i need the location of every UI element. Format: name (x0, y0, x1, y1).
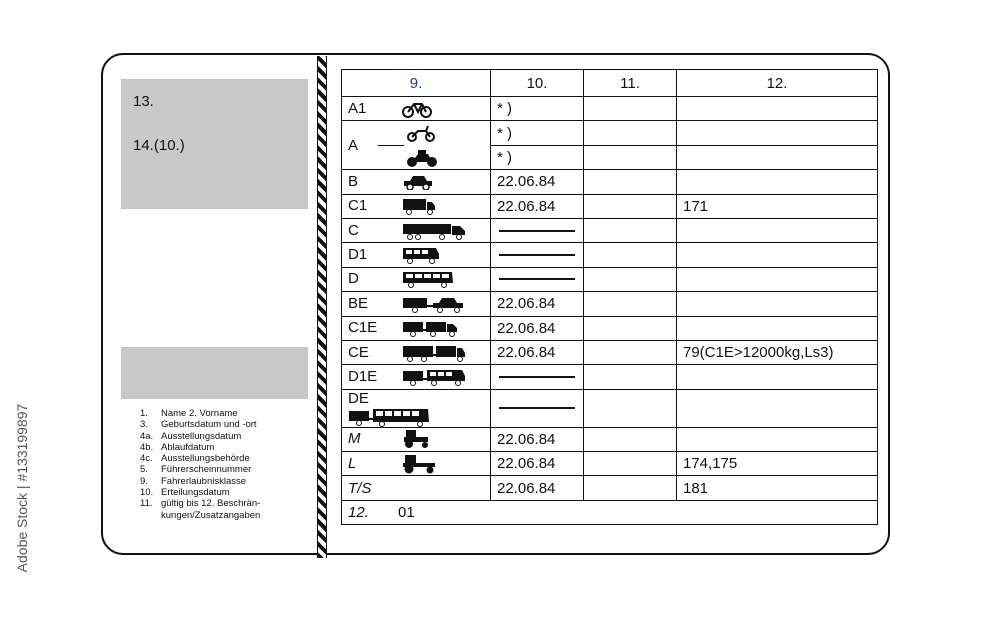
not-issued-dash (499, 230, 575, 232)
not-issued-dash (499, 407, 575, 409)
class-label: B (348, 173, 359, 191)
date-cell (491, 267, 584, 291)
restriction-cell (677, 121, 878, 145)
legend (140, 408, 260, 521)
restriction-cell: 174,175 (677, 452, 878, 476)
legend-item: 1. Name 2. Vorname (140, 408, 238, 419)
table-row (342, 267, 878, 291)
table-row (342, 243, 878, 267)
minibus-trailer-icon (402, 368, 466, 386)
valid-until-cell (584, 340, 677, 364)
date-cell (491, 389, 584, 427)
photo-field (121, 79, 308, 209)
motorcycle-icon (406, 148, 438, 168)
date-cell: 22.06.84 (491, 292, 584, 316)
legend-item: 11. gültig bis 12. Beschrän- (140, 498, 261, 510)
watermark: Adobe Stock | #133199897 (14, 403, 30, 573)
date-cell: 22.06.84 (491, 452, 584, 476)
small-truck-icon (402, 197, 436, 215)
legend-item: 4b. Ablaufdatum (140, 441, 215, 453)
table-row (342, 389, 878, 427)
date-cell: 22.06.84 (491, 476, 584, 500)
not-issued-dash (499, 376, 575, 378)
not-issued-dash (499, 254, 575, 256)
valid-until-cell (584, 476, 677, 500)
legend-item: 10. Erteilungsdatum (140, 487, 230, 499)
tractor-icon (402, 454, 436, 474)
table-row (342, 218, 878, 242)
valid-until-cell (584, 243, 677, 267)
class-label: D (348, 270, 359, 288)
table-row (342, 476, 878, 500)
class-label: C1E (348, 319, 378, 337)
restriction-cell: 79(C1E>12000kg,Ls3) (677, 340, 878, 364)
header-10: 10. (491, 70, 584, 97)
legend-item: kungen/Zusatzangaben (161, 509, 261, 521)
field-13: 13. (133, 93, 154, 110)
valid-until-cell (584, 389, 677, 427)
valid-until-cell (584, 427, 677, 451)
date-cell: 22.06.84 (491, 427, 584, 451)
header-11: 11. (584, 70, 677, 97)
bus-trailer-icon (348, 407, 430, 427)
class-label: A (348, 136, 359, 154)
valid-until-cell (584, 365, 677, 389)
field-14: 14.(10.) (133, 137, 185, 154)
class-label: CE (348, 343, 369, 361)
legend-item: 4a. Ausstellungsdatum (140, 430, 242, 442)
truck-trailer-icon (402, 344, 466, 362)
bus-icon (402, 270, 454, 288)
table-row (342, 452, 878, 476)
class-label: C (348, 221, 359, 239)
table-row (342, 316, 878, 340)
table-row (342, 170, 878, 194)
not-issued-dash (499, 278, 575, 280)
signature-field (121, 347, 308, 399)
date-cell: * ) (491, 97, 584, 121)
moped-icon (406, 124, 436, 142)
class-label: C1 (348, 197, 368, 215)
class-label: D1 (348, 246, 368, 264)
restriction-cell (677, 243, 878, 267)
bicycle-icon (402, 100, 432, 118)
restriction-cell (677, 365, 878, 389)
small-truck-trailer-icon (402, 319, 458, 337)
date-cell (491, 365, 584, 389)
table-row (342, 194, 878, 218)
small-tractor-icon (402, 429, 432, 449)
table-footer (342, 500, 878, 524)
date-cell: * ) (491, 145, 584, 169)
table-row (342, 97, 878, 121)
table-row (342, 121, 878, 145)
restriction-cell (677, 427, 878, 451)
legend-item: 5. Führerscheinnummer (140, 464, 252, 476)
restriction-cell (677, 145, 878, 169)
class-label: D1E (348, 367, 378, 385)
valid-until-cell (584, 452, 677, 476)
valid-until-cell (584, 97, 677, 121)
table-row (342, 427, 878, 451)
date-cell (491, 218, 584, 242)
class-label: DE (348, 389, 369, 407)
valid-until-cell (584, 267, 677, 291)
legend-item: 3. Geburtsdatum und -ort (140, 419, 257, 431)
restriction-cell (677, 170, 878, 194)
class-label: BE (348, 294, 369, 312)
legend-item: 4c. Ausstellungsbehörde (140, 453, 250, 465)
date-cell (491, 243, 584, 267)
restriction-cell (677, 316, 878, 340)
truck-icon (402, 222, 466, 240)
valid-until-cell (584, 145, 677, 169)
valid-until-cell (584, 194, 677, 218)
date-cell: 22.06.84 (491, 340, 584, 364)
valid-until-cell (584, 121, 677, 145)
restriction-cell (677, 389, 878, 427)
restriction-cell (677, 97, 878, 121)
legend-item: 9. Fahrerlaubnisklasse (140, 475, 247, 487)
footer-value: 01 (398, 504, 415, 522)
restriction-cell (677, 218, 878, 242)
car-icon (402, 174, 434, 190)
header-12: 12. (677, 70, 878, 97)
date-cell: 22.06.84 (491, 316, 584, 340)
valid-until-cell (584, 218, 677, 242)
class-label: A1 (348, 99, 367, 117)
license-class-table (341, 69, 878, 525)
restriction-cell: 171 (677, 194, 878, 218)
valid-until-cell (584, 170, 677, 194)
car-trailer-icon (402, 295, 464, 313)
footer-label: 12. (348, 504, 369, 522)
restriction-cell (677, 292, 878, 316)
class-label: T/S (348, 479, 372, 497)
table-row (342, 292, 878, 316)
table-row (342, 365, 878, 389)
date-cell: * ) (491, 121, 584, 145)
table-row (342, 340, 878, 364)
header-9: 9. (342, 70, 491, 97)
valid-until-cell (584, 292, 677, 316)
class-label: L (348, 454, 357, 472)
valid-until-cell (584, 316, 677, 340)
class-label: M (348, 430, 361, 448)
date-cell: 22.06.84 (491, 170, 584, 194)
restriction-cell: 181 (677, 476, 878, 500)
date-cell: 22.06.84 (491, 194, 584, 218)
restriction-cell (677, 267, 878, 291)
minibus-icon (402, 246, 440, 264)
table-header (342, 70, 878, 97)
card-fold-spine (317, 56, 327, 558)
